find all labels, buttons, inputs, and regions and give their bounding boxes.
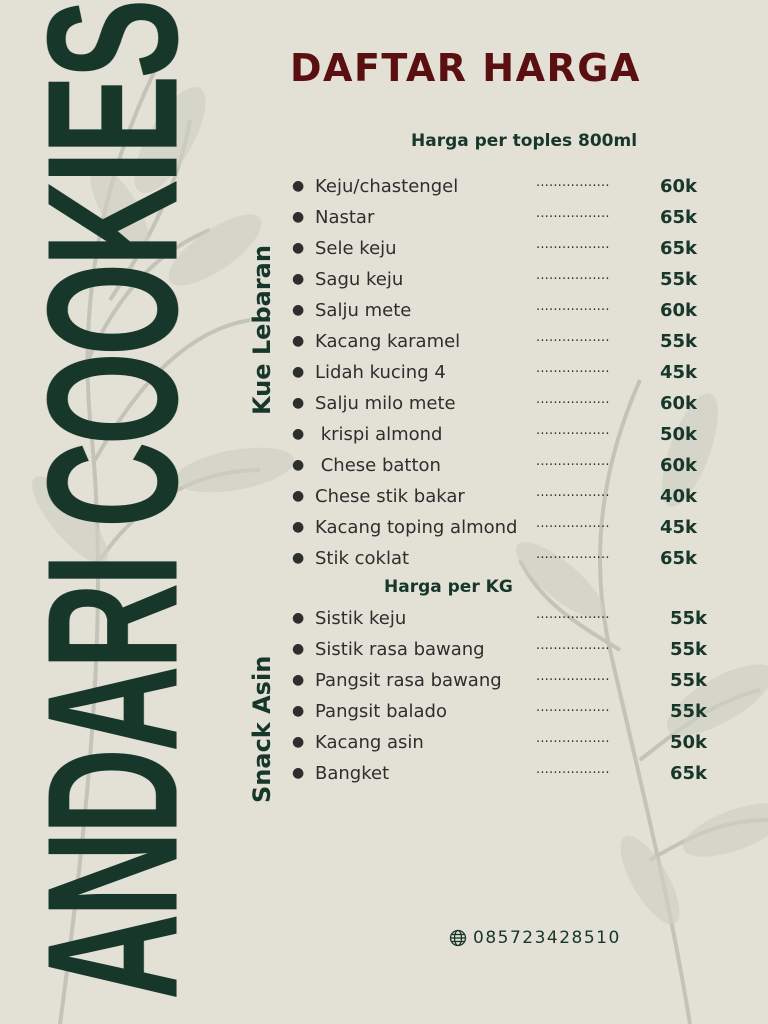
contact-phone bbox=[449, 928, 621, 948]
price-label: 65k bbox=[660, 238, 698, 259]
price-label: 50k bbox=[660, 424, 698, 445]
price-label: 45k bbox=[660, 517, 698, 538]
globe-icon bbox=[449, 929, 467, 947]
subheading-kg: Harga per KG bbox=[384, 577, 513, 597]
price-label: 40k bbox=[660, 486, 698, 507]
price-label: 60k bbox=[660, 455, 698, 476]
price-label: 60k bbox=[660, 300, 698, 321]
price-label: 60k bbox=[660, 176, 698, 197]
price-label: 50k bbox=[670, 732, 708, 753]
price-label: 55k bbox=[670, 670, 708, 691]
section-label-kue-lebaran: Kue Lebaran bbox=[248, 245, 276, 415]
subheading-toples: Harga per toples 800ml bbox=[411, 131, 638, 151]
brand-name: ANDARI COOKIES bbox=[9, 2, 217, 1000]
phone-number: 085723428510 bbox=[473, 928, 621, 948]
price-label: 45k bbox=[660, 362, 698, 383]
price-label: 60k bbox=[660, 393, 698, 414]
price-label: 55k bbox=[660, 269, 698, 290]
price-label: 65k bbox=[660, 207, 698, 228]
price-label: 65k bbox=[660, 548, 698, 569]
section-label-snack-asin: Snack Asin bbox=[248, 655, 276, 803]
price-label: 55k bbox=[670, 639, 708, 660]
price-label: 55k bbox=[670, 608, 708, 629]
price-label: 55k bbox=[670, 701, 708, 722]
page-title: DAFTAR HARGA bbox=[290, 46, 641, 90]
price-label: 65k bbox=[670, 763, 708, 784]
price-label: 55k bbox=[660, 331, 698, 352]
